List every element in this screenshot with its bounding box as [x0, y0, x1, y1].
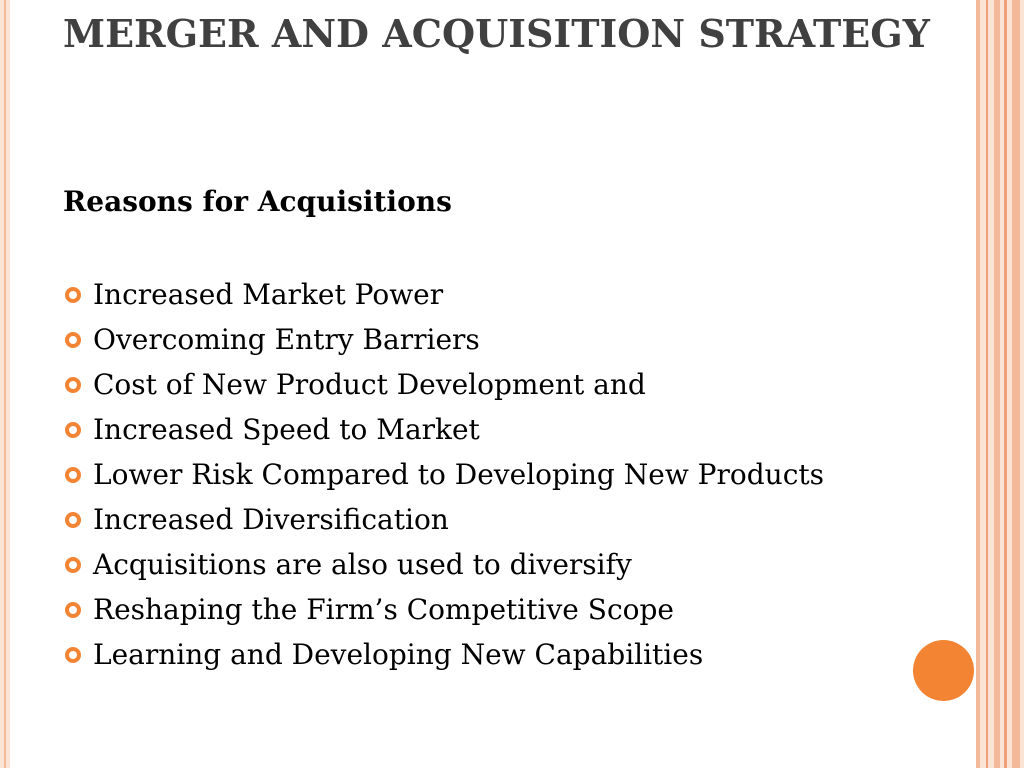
bullet-text: Reshaping the Firm’s Competitive Scope	[93, 593, 674, 626]
circle-bullet-icon	[65, 512, 81, 528]
circle-bullet-icon	[65, 377, 81, 393]
bullet-item	[63, 547, 943, 582]
left-border-line	[4, 0, 6, 768]
circle-bullet-icon	[65, 287, 81, 303]
orange-circle-icon	[913, 640, 974, 701]
bullet-item	[63, 592, 943, 627]
bullet-item	[63, 277, 943, 312]
circle-bullet-icon	[65, 422, 81, 438]
bullet-text: Increased Speed to Market	[93, 413, 480, 446]
bullet-item	[63, 412, 943, 447]
right-stripe	[994, 0, 1000, 768]
bullet-text: Lower Risk Compared to Developing New Products	[93, 458, 825, 491]
circle-bullet-icon	[65, 557, 81, 573]
bullet-item	[63, 457, 943, 492]
bullet-item	[63, 502, 943, 537]
bullet-item	[63, 322, 943, 357]
bullet-text: Learning and Developing New Capabilities	[93, 638, 704, 671]
bullet-item	[63, 367, 943, 402]
circle-bullet-icon	[65, 467, 81, 483]
circle-bullet-icon	[65, 332, 81, 348]
slide-title: MERGER AND ACQUISITION STRATEGY	[63, 11, 930, 56]
right-stripe	[1012, 0, 1020, 768]
circle-bullet-icon	[65, 602, 81, 618]
right-stripe	[986, 0, 988, 768]
bullet-text: Acquisitions are also used to diversify	[93, 548, 632, 581]
right-stripe	[1004, 0, 1007, 768]
bullet-text: Increased Diversification	[93, 503, 449, 536]
right-stripe	[976, 0, 980, 768]
slide-subtitle: Reasons for Acquisitions	[63, 185, 452, 218]
bullet-text: Increased Market Power	[93, 278, 444, 311]
circle-bullet-icon	[65, 647, 81, 663]
bullet-text: Overcoming Entry Barriers	[93, 323, 480, 356]
bullet-text: Cost of New Product Development and	[93, 368, 646, 401]
bullet-item	[63, 637, 943, 672]
bullet-list	[63, 277, 943, 682]
